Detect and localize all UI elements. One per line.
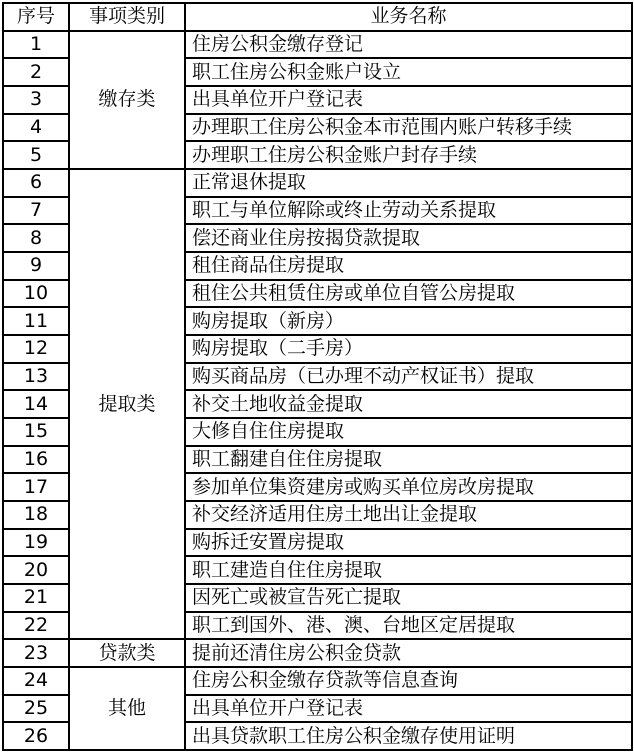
- business-name: 租住商品住房提取: [185, 252, 632, 280]
- header-category: 事项类别: [69, 3, 185, 31]
- business-name: 购房提取（二手房）: [185, 335, 632, 363]
- table-row: [3, 667, 632, 695]
- serial-number: 13: [3, 363, 69, 391]
- header-serial: 序号: [3, 3, 69, 31]
- business-name: 职工住房公积金账户设立: [185, 58, 632, 86]
- business-name: 办理职工住房公积金账户封存手续: [185, 141, 632, 169]
- serial-number: 11: [3, 307, 69, 335]
- business-name: 大修自住住房提取: [185, 418, 632, 446]
- serial-number: 19: [3, 529, 69, 557]
- serial-number: 15: [3, 418, 69, 446]
- business-name: 职工到国外、港、澳、台地区定居提取: [185, 612, 632, 640]
- business-name: 补交经济适用住房土地出让金提取: [185, 501, 632, 529]
- serial-number: 9: [3, 252, 69, 280]
- serial-number: 5: [3, 141, 69, 169]
- serial-number: 25: [3, 695, 69, 723]
- category-cell: 其他: [69, 667, 185, 750]
- business-name: 购买商品房（已办理不动产权证书）提取: [185, 363, 632, 391]
- serial-number: 1: [3, 31, 69, 59]
- serial-number: 8: [3, 224, 69, 252]
- serial-number: 23: [3, 639, 69, 667]
- table-header: [3, 3, 632, 31]
- business-name: 住房公积金缴存登记: [185, 31, 632, 59]
- serial-number: 26: [3, 722, 69, 750]
- business-name: 职工翻建自住住房提取: [185, 446, 632, 474]
- serial-number: 12: [3, 335, 69, 363]
- business-name: 住房公积金缴存贷款等信息查询: [185, 667, 632, 695]
- business-name: 补交土地收益金提取: [185, 390, 632, 418]
- serial-number: 22: [3, 612, 69, 640]
- category-cell: 缴存类: [69, 31, 185, 169]
- business-name: 出具单位开户登记表: [185, 695, 632, 723]
- business-name: 办理职工住房公积金本市范围内账户转移手续: [185, 114, 632, 142]
- serial-number: 20: [3, 556, 69, 584]
- category-cell: 贷款类: [69, 639, 185, 667]
- header-row: [3, 3, 632, 31]
- table-row: [3, 31, 632, 59]
- table-row: [3, 169, 632, 197]
- business-name: 职工建造自住住房提取: [185, 556, 632, 584]
- table-body: [3, 31, 632, 751]
- serial-number: 18: [3, 501, 69, 529]
- business-name: 租住公共租赁住房或单位自管公房提取: [185, 280, 632, 308]
- serial-number: 16: [3, 446, 69, 474]
- serial-number: 10: [3, 280, 69, 308]
- serial-number: 2: [3, 58, 69, 86]
- serial-number: 4: [3, 114, 69, 142]
- category-cell: 提取类: [69, 169, 185, 639]
- business-name: 正常退休提取: [185, 169, 632, 197]
- serial-number: 3: [3, 86, 69, 114]
- business-name: 参加单位集资建房或购买单位房改房提取: [185, 473, 632, 501]
- serial-number: 7: [3, 197, 69, 225]
- business-name: 职工与单位解除或终止劳动关系提取: [185, 197, 632, 225]
- serial-number: 14: [3, 390, 69, 418]
- business-name: 偿还商业住房按揭贷款提取: [185, 224, 632, 252]
- serial-number: 6: [3, 169, 69, 197]
- business-name: 因死亡或被宣告死亡提取: [185, 584, 632, 612]
- business-name: 出具单位开户登记表: [185, 86, 632, 114]
- table-row: [3, 639, 632, 667]
- business-name: 购拆迁安置房提取: [185, 529, 632, 557]
- serial-number: 17: [3, 473, 69, 501]
- business-name: 提前还清住房公积金贷款: [185, 639, 632, 667]
- business-table: [2, 2, 633, 751]
- serial-number: 24: [3, 667, 69, 695]
- business-name: 出具贷款职工住房公积金缴存使用证明: [185, 722, 632, 750]
- serial-number: 21: [3, 584, 69, 612]
- header-business-name: 业务名称: [185, 3, 632, 31]
- business-name: 购房提取（新房）: [185, 307, 632, 335]
